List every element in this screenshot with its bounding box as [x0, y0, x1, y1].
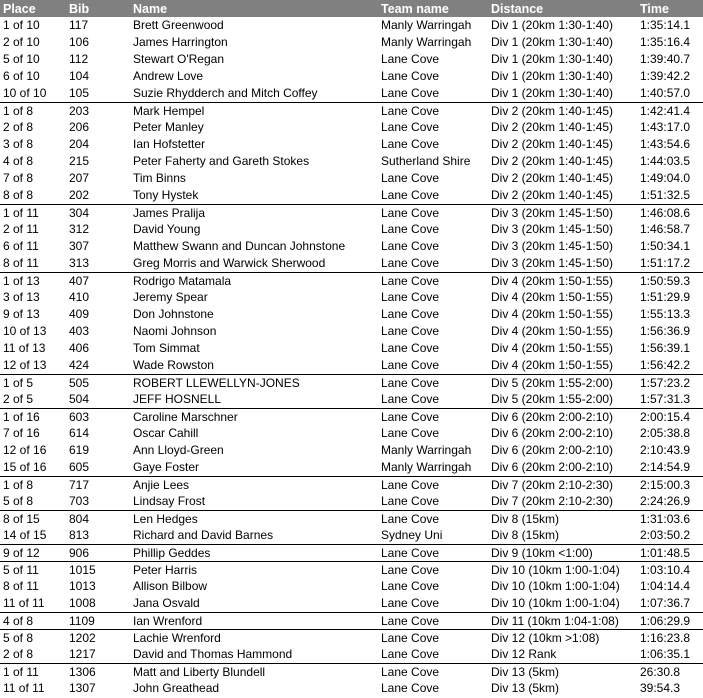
cell-team: Lane Cove: [378, 375, 488, 392]
cell-name: Greg Morris and Warwick Sherwood: [133, 256, 326, 270]
cell-time: 1:16:23.8: [637, 630, 703, 647]
table-row: [0, 493, 703, 511]
cell-place: 8 of 11: [3, 579, 39, 593]
cell-team: Lane Cove: [381, 52, 440, 66]
cell-time: 1:06:35.1: [640, 647, 691, 661]
table-row: [0, 545, 703, 562]
cell-bib: 207: [69, 171, 90, 185]
column-header-place: Place: [0, 0, 66, 17]
cell-time: 1:44:03.5: [640, 154, 691, 168]
cell-time: 1:51:17.2: [640, 256, 691, 270]
cell-time: 1:56:42.2: [640, 358, 691, 372]
table-row: [0, 306, 703, 323]
cell-place: 3 of 13: [3, 290, 40, 304]
header-row: [0, 0, 703, 17]
cell-bib: 307: [69, 239, 90, 253]
cell-place: 14 of 15: [3, 528, 47, 542]
cell-team: Lane Cove: [378, 613, 488, 630]
cell-bib: 1008: [69, 596, 96, 610]
table-row: [0, 221, 703, 238]
cell-name: ROBERT LLEWELLYN-JONES: [130, 375, 378, 392]
table-row: [0, 680, 703, 697]
table-row: [0, 34, 703, 51]
cell-place: 9 of 12: [0, 545, 66, 562]
cell-place: 12 of 16: [3, 443, 47, 457]
column-header-team: Team name: [378, 0, 488, 17]
table-row: [0, 238, 703, 255]
cell-name: Allison Bilbow: [133, 579, 208, 593]
cell-time: 1:51:29.9: [640, 290, 691, 304]
cell-time: 1:49:04.0: [640, 171, 691, 185]
cell-bib: 603: [66, 409, 130, 426]
cell-name: Lindsay Frost: [133, 494, 206, 508]
cell-distance: Div 6 (20km 2:00-2:10): [491, 460, 614, 474]
cell-name: Phillip Geddes: [130, 545, 378, 562]
cell-place: 8 of 11: [3, 256, 39, 270]
cell-time: 1:01:48.5: [637, 545, 703, 562]
cell-bib: 204: [69, 137, 90, 151]
cell-bib: 504: [69, 392, 90, 406]
cell-name: Stewart O'Regan: [133, 52, 225, 66]
cell-time: 1:03:10.4: [637, 562, 703, 579]
cell-name: Oscar Cahill: [133, 426, 199, 440]
cell-team: Lane Cove: [381, 120, 440, 134]
cell-place: 5 of 11: [0, 562, 66, 579]
cell-bib: 202: [69, 188, 90, 202]
cell-team: Lane Cove: [378, 103, 488, 120]
column-header-distance: Distance: [488, 0, 637, 17]
cell-time: 1:50:34.1: [640, 239, 691, 253]
cell-place: 15 of 16: [3, 460, 47, 474]
results-table-header: [0, 0, 703, 17]
cell-place: 5 of 8: [3, 494, 34, 508]
cell-name: Tim Binns: [133, 171, 186, 185]
cell-team: Lane Cove: [378, 477, 488, 494]
cell-time: 1:35:14.1: [640, 18, 691, 32]
cell-time: 1:46:08.6: [637, 205, 703, 222]
cell-team: Manly Warringah: [381, 35, 472, 49]
cell-bib: 614: [69, 426, 90, 440]
cell-place: 1 of 11: [0, 205, 66, 222]
cell-name: Ann Lloyd-Green: [133, 443, 224, 457]
cell-name: Rodrigo Matamala: [130, 273, 378, 290]
cell-time: 1:56:36.9: [640, 324, 691, 338]
table-row: [0, 527, 703, 545]
cell-bib: 1306: [66, 664, 130, 681]
cell-bib: 106: [69, 35, 90, 49]
cell-place: 6 of 11: [3, 239, 39, 253]
table-row: [0, 119, 703, 136]
cell-name: Gaye Foster: [133, 460, 200, 474]
cell-team: Manly Warringah: [381, 18, 472, 32]
cell-time: 1:56:39.1: [640, 341, 691, 355]
cell-place: 2 of 10: [3, 35, 40, 49]
cell-name: Richard and David Barnes: [133, 528, 274, 542]
cell-time: 1:42:41.4: [637, 103, 703, 120]
cell-place: 1 of 5: [0, 375, 66, 392]
cell-team: Lane Cove: [381, 341, 440, 355]
cell-bib: 112: [69, 52, 89, 66]
cell-distance: Div 7 (20km 2:10-2:30): [491, 494, 614, 508]
cell-name: Tony Hystek: [133, 188, 199, 202]
cell-time: 1:07:36.7: [640, 596, 691, 610]
cell-time: 1:39:42.2: [640, 69, 691, 83]
cell-bib: 1202: [66, 630, 130, 647]
cell-time: 2:03:50.2: [640, 528, 691, 542]
cell-name: Peter Faherty and Gareth Stokes: [133, 154, 310, 168]
cell-time: 1:35:16.4: [640, 35, 691, 49]
cell-bib: 117: [69, 18, 89, 32]
table-row: [0, 255, 703, 273]
table-row: [0, 595, 703, 613]
cell-distance: Div 10 (10km 1:00-1:04): [488, 562, 637, 579]
table-row: [0, 578, 703, 595]
cell-time: 1:57:31.3: [640, 392, 691, 406]
cell-time: 1:06:29.9: [637, 613, 703, 630]
cell-place: 7 of 8: [3, 171, 34, 185]
cell-bib: 703: [69, 494, 90, 508]
cell-distance: Div 5 (20km 1:55-2:00): [488, 375, 637, 392]
cell-team: Lane Cove: [381, 188, 440, 202]
cell-place: 10 of 13: [3, 324, 47, 338]
table-row: [0, 477, 703, 494]
cell-bib: 407: [66, 273, 130, 290]
cell-team: Lane Cove: [381, 307, 440, 321]
table-row: [0, 187, 703, 205]
cell-distance: Div 4 (20km 1:50-1:55): [491, 358, 614, 372]
table-row: [0, 153, 703, 170]
table-row: [0, 630, 703, 647]
cell-team: Lane Cove: [378, 273, 488, 290]
cell-name: Suzie Rhydderch and Mitch Coffey: [133, 86, 318, 100]
cell-team: Lane Cove: [381, 358, 440, 372]
cell-bib: 203: [66, 103, 130, 120]
cell-time: 1:39:40.7: [640, 52, 691, 66]
cell-time: 2:14:54.9: [640, 460, 691, 474]
cell-distance: Div 1 (20km 1:30-1:40): [491, 35, 614, 49]
cell-team: Lane Cove: [381, 596, 440, 610]
cell-team: Lane Cove: [381, 137, 440, 151]
cell-bib: 1217: [69, 647, 96, 661]
cell-team: Lane Cove: [381, 392, 440, 406]
table-row: [0, 511, 703, 528]
cell-name: Jana Osvald: [133, 596, 200, 610]
cell-distance: Div 6 (20km 2:00-2:10): [488, 409, 637, 426]
cell-name: David Young: [133, 222, 201, 236]
cell-distance: Div 8 (15km): [491, 528, 560, 542]
cell-bib: 409: [69, 307, 90, 321]
column-header-time: Time: [637, 0, 703, 17]
cell-place: 9 of 13: [3, 307, 40, 321]
table-row: [0, 289, 703, 306]
cell-place: 1 of 8: [0, 477, 66, 494]
cell-distance: Div 2 (20km 1:40-1:45): [491, 188, 614, 202]
cell-team: Manly Warringah: [381, 460, 472, 474]
table-row: [0, 375, 703, 392]
cell-team: Sydney Uni: [381, 528, 443, 542]
cell-distance: Div 1 (20km 1:30-1:40): [491, 69, 614, 83]
cell-name: Tom Simmat: [133, 341, 200, 355]
cell-bib: 605: [69, 460, 90, 474]
cell-place: 2 of 8: [3, 647, 34, 661]
table-row: [0, 459, 703, 477]
table-row: [0, 273, 703, 290]
cell-team: Lane Cove: [378, 664, 488, 681]
cell-place: 11 of 11: [3, 596, 45, 610]
cell-distance: Div 2 (20km 1:40-1:45): [491, 120, 614, 134]
cell-name: Brett Greenwood: [133, 18, 224, 32]
cell-time: 2:00:15.4: [637, 409, 703, 426]
cell-time: 1:57:23.2: [637, 375, 703, 392]
cell-bib: 312: [69, 222, 90, 236]
cell-name: Don Johnstone: [133, 307, 214, 321]
column-header-bib: Bib: [66, 0, 130, 17]
cell-distance: Div 3 (20km 1:45-1:50): [491, 222, 614, 236]
cell-place: 8 of 8: [3, 188, 34, 202]
table-row: [0, 409, 703, 426]
cell-name: Ian Hofstetter: [133, 137, 206, 151]
cell-distance: Div 6 (20km 2:00-2:10): [491, 426, 614, 440]
cell-bib: 813: [69, 528, 90, 542]
cell-time: 1:31:03.6: [637, 511, 703, 528]
cell-team: Lane Cove: [378, 511, 488, 528]
cell-distance: Div 2 (20km 1:40-1:45): [491, 137, 614, 151]
cell-distance: Div 2 (20km 1:40-1:45): [488, 103, 637, 120]
cell-distance: Div 4 (20km 1:50-1:55): [491, 341, 614, 355]
cell-place: 2 of 5: [3, 392, 34, 406]
cell-distance: Div 6 (20km 2:00-2:10): [491, 443, 614, 457]
cell-time: 1:43:17.0: [640, 120, 691, 134]
cell-place: 10 of 10: [3, 86, 47, 100]
cell-team: Lane Cove: [381, 290, 440, 304]
cell-team: Lane Cove: [378, 630, 488, 647]
cell-time: 1:40:57.0: [640, 86, 691, 100]
cell-name: Peter Manley: [133, 120, 204, 134]
cell-bib: 424: [69, 358, 90, 372]
cell-bib: 104: [69, 69, 90, 83]
cell-name: Lachie Wrenford: [130, 630, 378, 647]
table-row: [0, 391, 703, 409]
cell-distance: Div 3 (20km 1:45-1:50): [488, 205, 637, 222]
cell-name: Caroline Marschner: [130, 409, 378, 426]
cell-bib: 206: [69, 120, 90, 134]
cell-place: 6 of 10: [3, 69, 40, 83]
cell-place: 4 of 8: [3, 154, 34, 168]
cell-team: Lane Cove: [381, 494, 440, 508]
table-row: [0, 340, 703, 357]
cell-place: 11 of 13: [3, 341, 46, 355]
table-row: [0, 68, 703, 85]
cell-team: Lane Cove: [381, 681, 440, 695]
cell-place: 5 of 8: [0, 630, 66, 647]
cell-distance: Div 4 (20km 1:50-1:55): [491, 307, 614, 321]
cell-team: Lane Cove: [381, 579, 440, 593]
cell-name: Anjie Lees: [130, 477, 378, 494]
cell-distance: Div 1 (20km 1:30-1:40): [491, 18, 614, 32]
cell-place: 3 of 8: [3, 137, 34, 151]
cell-bib: 1015: [66, 562, 130, 579]
cell-place: 12 of 13: [3, 358, 47, 372]
column-header-name: Name: [130, 0, 378, 17]
cell-time: 2:15:00.3: [637, 477, 703, 494]
cell-name: Naomi Johnson: [133, 324, 217, 338]
table-row: [0, 205, 703, 222]
cell-time: 39:54.3: [640, 681, 681, 695]
cell-bib: 619: [69, 443, 90, 457]
table-row: [0, 442, 703, 459]
cell-distance: Div 9 (10km <1:00): [488, 545, 637, 562]
cell-bib: 717: [66, 477, 130, 494]
cell-distance: Div 2 (20km 1:40-1:45): [491, 154, 614, 168]
table-row: [0, 664, 703, 681]
cell-time: 1:50:59.3: [637, 273, 703, 290]
cell-distance: Div 4 (20km 1:50-1:55): [488, 273, 637, 290]
cell-team: Lane Cove: [381, 426, 440, 440]
cell-time: 1:46:58.7: [640, 222, 691, 236]
cell-time: 1:55:13.3: [640, 307, 691, 321]
cell-distance: Div 1 (20km 1:30-1:40): [491, 52, 614, 66]
results-table-body: [0, 17, 703, 697]
table-row: [0, 646, 703, 664]
cell-bib: 403: [69, 324, 90, 338]
cell-name: Len Hedges: [130, 511, 378, 528]
cell-place: 2 of 8: [3, 120, 34, 134]
cell-time: 26:30.8: [637, 664, 703, 681]
cell-bib: 804: [66, 511, 130, 528]
cell-team: Lane Cove: [381, 239, 440, 253]
table-row: [0, 17, 703, 34]
cell-place: 7 of 16: [3, 426, 40, 440]
table-row: [0, 357, 703, 375]
cell-bib: 906: [66, 545, 130, 562]
table-row: [0, 613, 703, 630]
cell-distance: Div 1 (20km 1:30-1:40): [491, 86, 614, 100]
cell-distance: Div 10 (10km 1:00-1:04): [491, 579, 620, 593]
table-row: [0, 425, 703, 442]
cell-distance: Div 4 (20km 1:50-1:55): [491, 290, 614, 304]
cell-distance: Div 3 (20km 1:45-1:50): [491, 256, 614, 270]
cell-name: JEFF HOSNELL: [133, 392, 222, 406]
cell-team: Lane Cove: [378, 545, 488, 562]
cell-bib: 304: [66, 205, 130, 222]
cell-distance: Div 11 (10km 1:04-1:08): [488, 613, 637, 630]
cell-time: 2:24:26.9: [640, 494, 691, 508]
table-row: [0, 85, 703, 103]
cell-team: Lane Cove: [378, 409, 488, 426]
cell-distance: Div 5 (20km 1:55-2:00): [491, 392, 614, 406]
cell-place: 5 of 10: [3, 52, 40, 66]
cell-bib: 313: [69, 256, 90, 270]
cell-team: Lane Cove: [381, 256, 440, 270]
cell-name: Ian Wrenford: [130, 613, 378, 630]
cell-name: James Pralija: [130, 205, 378, 222]
cell-place: 2 of 11: [3, 222, 39, 236]
cell-bib: 1307: [69, 681, 96, 695]
cell-name: Mark Hempel: [130, 103, 378, 120]
cell-distance: Div 3 (20km 1:45-1:50): [491, 239, 614, 253]
cell-place: 11 of 11: [3, 681, 45, 695]
cell-team: Lane Cove: [381, 647, 440, 661]
cell-distance: Div 8 (15km): [488, 511, 637, 528]
cell-place: 1 of 13: [0, 273, 66, 290]
table-row: [0, 562, 703, 579]
cell-bib: 105: [69, 86, 90, 100]
cell-name: Matt and Liberty Blundell: [130, 664, 378, 681]
cell-name: John Greathead: [133, 681, 220, 695]
cell-bib: 215: [69, 154, 90, 168]
cell-place: 1 of 16: [0, 409, 66, 426]
cell-bib: 406: [69, 341, 90, 355]
cell-team: Sutherland Shire: [381, 154, 471, 168]
cell-place: 1 of 10: [3, 18, 40, 32]
cell-name: Wade Rowston: [133, 358, 214, 372]
cell-place: 1 of 11: [0, 664, 66, 681]
cell-time: 2:10:43.9: [640, 443, 691, 457]
cell-team: Manly Warringah: [381, 443, 472, 457]
cell-name: Jeremy Spear: [133, 290, 208, 304]
cell-distance: Div 12 Rank: [491, 647, 557, 661]
cell-time: 1:43:54.6: [640, 137, 691, 151]
cell-distance: Div 2 (20km 1:40-1:45): [491, 171, 614, 185]
cell-time: 1:04:14.4: [640, 579, 691, 593]
cell-name: James Harrington: [133, 35, 228, 49]
cell-team: Lane Cove: [381, 69, 440, 83]
cell-name: Peter Harris: [130, 562, 378, 579]
cell-place: 1 of 8: [0, 103, 66, 120]
cell-place: 8 of 15: [0, 511, 66, 528]
cell-bib: 410: [69, 290, 90, 304]
cell-time: 2:05:38.8: [640, 426, 691, 440]
table-row: [0, 51, 703, 68]
cell-distance: Div 10 (10km 1:00-1:04): [491, 596, 620, 610]
cell-name: Matthew Swann and Duncan Johnstone: [133, 239, 346, 253]
cell-distance: Div 13 (5km): [488, 664, 637, 681]
cell-bib: 1013: [69, 579, 96, 593]
cell-distance: Div 12 (10km >1:08): [488, 630, 637, 647]
cell-team: Lane Cove: [381, 171, 440, 185]
cell-name: Andrew Love: [133, 69, 204, 83]
cell-team: Lane Cove: [381, 324, 440, 338]
cell-team: Lane Cove: [381, 222, 440, 236]
cell-name: David and Thomas Hammond: [133, 647, 293, 661]
cell-distance: Div 7 (20km 2:10-2:30): [488, 477, 637, 494]
table-row: [0, 170, 703, 187]
cell-team: Lane Cove: [378, 562, 488, 579]
cell-bib: 505: [66, 375, 130, 392]
cell-place: 4 of 8: [0, 613, 66, 630]
cell-bib: 1109: [66, 613, 130, 630]
cell-distance: Div 13 (5km): [491, 681, 560, 695]
cell-time: 1:51:32.5: [640, 188, 691, 202]
table-row: [0, 103, 703, 120]
table-row: [0, 323, 703, 340]
cell-team: Lane Cove: [381, 86, 440, 100]
cell-team: Lane Cove: [378, 205, 488, 222]
table-row: [0, 136, 703, 153]
cell-distance: Div 4 (20km 1:50-1:55): [491, 324, 614, 338]
